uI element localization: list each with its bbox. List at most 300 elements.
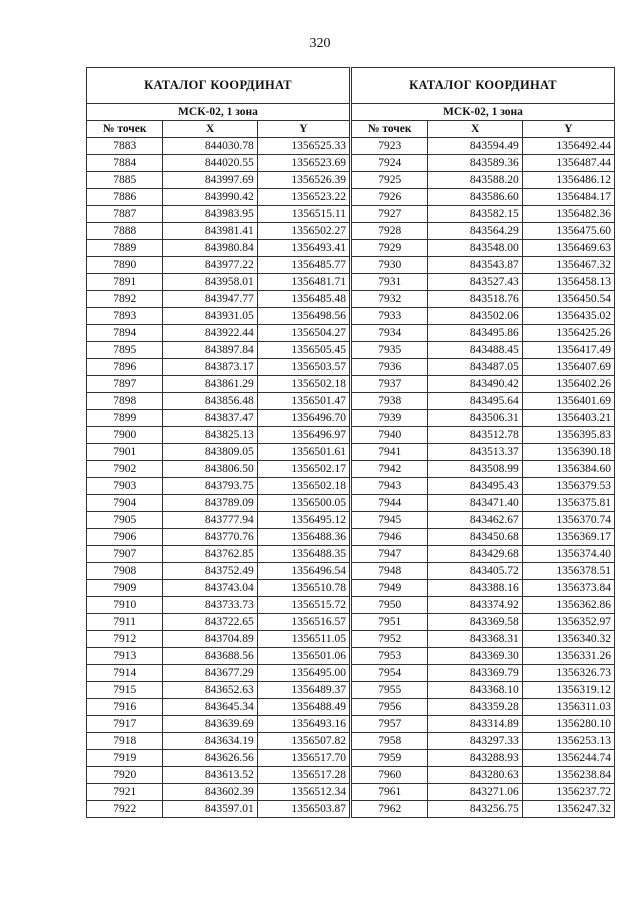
y-coordinate-cell: 1356502.27 (257, 223, 349, 240)
point-number-cell: 7952 (352, 631, 428, 648)
x-coordinate-cell: 843856.48 (163, 393, 257, 410)
y-coordinate-cell: 1356493.41 (257, 240, 349, 257)
x-coordinate-cell: 843374.92 (428, 597, 522, 614)
x-coordinate-cell: 843502.06 (428, 308, 522, 325)
table-row (87, 461, 350, 478)
y-coordinate-cell: 1356253.13 (522, 733, 614, 750)
y-coordinate-cell: 1356516.57 (257, 614, 349, 631)
table-row (352, 274, 615, 291)
y-coordinate-cell: 1356523.69 (257, 155, 349, 172)
y-coordinate-cell: 1356512.34 (257, 784, 349, 801)
x-coordinate-cell: 843743.04 (163, 580, 257, 597)
point-number-cell: 7928 (352, 223, 428, 240)
y-coordinate-cell: 1356482.36 (522, 206, 614, 223)
x-coordinate-cell: 843487.05 (428, 359, 522, 376)
y-coordinate-cell: 1356481.71 (257, 274, 349, 291)
y-coordinate-cell: 1356495.12 (257, 512, 349, 529)
y-coordinate-cell: 1356407.69 (522, 359, 614, 376)
table-row (352, 631, 615, 648)
table-row (352, 750, 615, 767)
y-coordinate-cell: 1356425.26 (522, 325, 614, 342)
table-header-row (352, 121, 615, 138)
table-row (87, 563, 350, 580)
table-row (352, 801, 615, 818)
y-coordinate-cell: 1356326.73 (522, 665, 614, 682)
header-y: Y (522, 121, 614, 138)
point-number-cell: 7910 (87, 597, 163, 614)
point-number-cell: 7932 (352, 291, 428, 308)
table-row (87, 257, 350, 274)
x-coordinate-cell: 843806.50 (163, 461, 257, 478)
x-coordinate-cell: 843639.69 (163, 716, 257, 733)
catalog-title: КАТАЛОГ КООРДИНАТ (87, 68, 350, 104)
y-coordinate-cell: 1356504.27 (257, 325, 349, 342)
y-coordinate-cell: 1356486.12 (522, 172, 614, 189)
table-row (87, 240, 350, 257)
y-coordinate-cell: 1356515.11 (257, 206, 349, 223)
point-number-cell: 7895 (87, 342, 163, 359)
table-row (352, 393, 615, 410)
y-coordinate-cell: 1356488.36 (257, 529, 349, 546)
y-coordinate-cell: 1356247.32 (522, 801, 614, 818)
y-coordinate-cell: 1356378.51 (522, 563, 614, 580)
x-coordinate-cell: 843369.58 (428, 614, 522, 631)
x-coordinate-cell: 843490.42 (428, 376, 522, 393)
point-number-cell: 7890 (87, 257, 163, 274)
y-coordinate-cell: 1356484.17 (522, 189, 614, 206)
table-row (87, 274, 350, 291)
x-coordinate-cell: 843280.63 (428, 767, 522, 784)
table-row (352, 733, 615, 750)
point-number-cell: 7891 (87, 274, 163, 291)
table-row (352, 172, 615, 189)
table-row (352, 682, 615, 699)
catalog-title-row (87, 68, 350, 104)
x-coordinate-cell: 843297.33 (428, 733, 522, 750)
x-coordinate-cell: 843582.15 (428, 206, 522, 223)
y-coordinate-cell: 1356402.26 (522, 376, 614, 393)
y-coordinate-cell: 1356238.84 (522, 767, 614, 784)
y-coordinate-cell: 1356384.60 (522, 461, 614, 478)
point-number-cell: 7893 (87, 308, 163, 325)
point-number-cell: 7955 (352, 682, 428, 699)
y-coordinate-cell: 1356417.49 (522, 342, 614, 359)
x-coordinate-cell: 843543.87 (428, 257, 522, 274)
y-coordinate-cell: 1356401.69 (522, 393, 614, 410)
x-coordinate-cell: 843873.17 (163, 359, 257, 376)
x-coordinate-cell: 843594.49 (428, 138, 522, 155)
x-coordinate-cell: 844020.55 (163, 155, 257, 172)
point-number-cell: 7919 (87, 750, 163, 767)
y-coordinate-cell: 1356331.26 (522, 648, 614, 665)
coordinate-table (351, 67, 615, 818)
x-coordinate-cell: 843495.43 (428, 478, 522, 495)
point-number-cell: 7884 (87, 155, 163, 172)
x-coordinate-cell: 843809.05 (163, 444, 257, 461)
table-row (87, 478, 350, 495)
table-row (87, 359, 350, 376)
point-number-cell: 7926 (352, 189, 428, 206)
table-row (352, 291, 615, 308)
y-coordinate-cell: 1356395.83 (522, 427, 614, 444)
y-coordinate-cell: 1356403.21 (522, 410, 614, 427)
x-coordinate-cell: 843359.28 (428, 699, 522, 716)
catalog-title: КАТАЛОГ КООРДИНАТ (352, 68, 615, 104)
point-number-cell: 7948 (352, 563, 428, 580)
x-coordinate-cell: 843626.56 (163, 750, 257, 767)
x-coordinate-cell: 843369.79 (428, 665, 522, 682)
catalog-zone: МСК-02, 1 зона (87, 104, 350, 121)
coordinate-catalog-right (351, 67, 615, 818)
point-number-cell: 7923 (352, 138, 428, 155)
point-number-cell: 7898 (87, 393, 163, 410)
point-number-cell: 7903 (87, 478, 163, 495)
table-row (87, 444, 350, 461)
x-coordinate-cell: 843947.77 (163, 291, 257, 308)
table-row (352, 342, 615, 359)
y-coordinate-cell: 1356369.17 (522, 529, 614, 546)
point-number-cell: 7908 (87, 563, 163, 580)
x-coordinate-cell: 843527.43 (428, 274, 522, 291)
x-coordinate-cell: 843861.29 (163, 376, 257, 393)
table-row (87, 308, 350, 325)
table-row (87, 699, 350, 716)
y-coordinate-cell: 1356503.87 (257, 801, 349, 818)
table-row (87, 325, 350, 342)
point-number-cell: 7950 (352, 597, 428, 614)
y-coordinate-cell: 1356501.06 (257, 648, 349, 665)
x-coordinate-cell: 843789.09 (163, 495, 257, 512)
y-coordinate-cell: 1356496.97 (257, 427, 349, 444)
point-number-cell: 7953 (352, 648, 428, 665)
y-coordinate-cell: 1356498.56 (257, 308, 349, 325)
x-coordinate-cell: 843958.01 (163, 274, 257, 291)
x-coordinate-cell: 843733.73 (163, 597, 257, 614)
y-coordinate-cell: 1356390.18 (522, 444, 614, 461)
x-coordinate-cell: 843368.31 (428, 631, 522, 648)
point-number-cell: 7938 (352, 393, 428, 410)
point-number-cell: 7914 (87, 665, 163, 682)
y-coordinate-cell: 1356370.74 (522, 512, 614, 529)
point-number-cell: 7958 (352, 733, 428, 750)
point-number-cell: 7917 (87, 716, 163, 733)
y-coordinate-cell: 1356458.13 (522, 274, 614, 291)
point-number-cell: 7961 (352, 784, 428, 801)
x-coordinate-cell: 843722.65 (163, 614, 257, 631)
x-coordinate-cell: 844030.78 (163, 138, 257, 155)
page-number: 320 (309, 36, 331, 51)
point-number-cell: 7949 (352, 580, 428, 597)
y-coordinate-cell: 1356517.70 (257, 750, 349, 767)
point-number-cell: 7912 (87, 631, 163, 648)
y-coordinate-cell: 1356501.61 (257, 444, 349, 461)
point-number-cell: 7907 (87, 546, 163, 563)
x-coordinate-cell: 843564.29 (428, 223, 522, 240)
table-row (352, 563, 615, 580)
table-row (352, 784, 615, 801)
point-number-cell: 7944 (352, 495, 428, 512)
x-coordinate-cell: 843602.39 (163, 784, 257, 801)
point-number-cell: 7927 (352, 206, 428, 223)
x-coordinate-cell: 843471.40 (428, 495, 522, 512)
table-row (352, 240, 615, 257)
x-coordinate-cell: 843997.69 (163, 172, 257, 189)
table-row (87, 801, 350, 818)
x-coordinate-cell: 843288.93 (428, 750, 522, 767)
x-coordinate-cell: 843922.44 (163, 325, 257, 342)
header-x: X (428, 121, 522, 138)
catalog-zone-row (352, 104, 615, 121)
table-row (352, 359, 615, 376)
table-row (87, 393, 350, 410)
table-row (352, 529, 615, 546)
y-coordinate-cell: 1356319.12 (522, 682, 614, 699)
x-coordinate-cell: 843825.13 (163, 427, 257, 444)
point-number-cell: 7920 (87, 767, 163, 784)
y-coordinate-cell: 1356511.05 (257, 631, 349, 648)
table-row (352, 189, 615, 206)
table-row (87, 529, 350, 546)
point-number-cell: 7957 (352, 716, 428, 733)
table-row (87, 767, 350, 784)
y-coordinate-cell: 1356502.18 (257, 478, 349, 495)
y-coordinate-cell: 1356517.28 (257, 767, 349, 784)
point-number-cell: 7937 (352, 376, 428, 393)
x-coordinate-cell: 843897.84 (163, 342, 257, 359)
point-number-cell: 7909 (87, 580, 163, 597)
point-number-cell: 7906 (87, 529, 163, 546)
table-row (87, 189, 350, 206)
table-row (352, 461, 615, 478)
y-coordinate-cell: 1356450.54 (522, 291, 614, 308)
x-coordinate-cell: 843597.01 (163, 801, 257, 818)
x-coordinate-cell: 843931.05 (163, 308, 257, 325)
table-row (87, 546, 350, 563)
header-point-number: № точек (352, 121, 428, 138)
x-coordinate-cell: 843652.63 (163, 682, 257, 699)
x-coordinate-cell: 843983.95 (163, 206, 257, 223)
x-coordinate-cell: 843980.84 (163, 240, 257, 257)
y-coordinate-cell: 1356485.48 (257, 291, 349, 308)
point-number-cell: 7921 (87, 784, 163, 801)
table-row (87, 427, 350, 444)
table-row (87, 665, 350, 682)
y-coordinate-cell: 1356500.05 (257, 495, 349, 512)
point-number-cell: 7896 (87, 359, 163, 376)
y-coordinate-cell: 1356374.40 (522, 546, 614, 563)
y-coordinate-cell: 1356379.53 (522, 478, 614, 495)
x-coordinate-cell: 843256.75 (428, 801, 522, 818)
table-row (87, 410, 350, 427)
y-coordinate-cell: 1356237.72 (522, 784, 614, 801)
point-number-cell: 7913 (87, 648, 163, 665)
table-row (352, 478, 615, 495)
point-number-cell: 7916 (87, 699, 163, 716)
point-number-cell: 7885 (87, 172, 163, 189)
catalog-zone-row (87, 104, 350, 121)
y-coordinate-cell: 1356496.54 (257, 563, 349, 580)
coordinate-catalog-left (86, 67, 350, 818)
point-number-cell: 7892 (87, 291, 163, 308)
x-coordinate-cell: 843495.64 (428, 393, 522, 410)
point-number-cell: 7941 (352, 444, 428, 461)
table-row (87, 376, 350, 393)
point-number-cell: 7943 (352, 478, 428, 495)
x-coordinate-cell: 843677.29 (163, 665, 257, 682)
point-number-cell: 7894 (87, 325, 163, 342)
y-coordinate-cell: 1356488.35 (257, 546, 349, 563)
point-number-cell: 7899 (87, 410, 163, 427)
point-number-cell: 7960 (352, 767, 428, 784)
header-point-number: № точек (87, 121, 163, 138)
y-coordinate-cell: 1356502.18 (257, 376, 349, 393)
point-number-cell: 7902 (87, 461, 163, 478)
table-row (352, 648, 615, 665)
point-number-cell: 7925 (352, 172, 428, 189)
x-coordinate-cell: 843495.86 (428, 325, 522, 342)
table-row (352, 410, 615, 427)
y-coordinate-cell: 1356496.70 (257, 410, 349, 427)
table-row (87, 614, 350, 631)
table-row (352, 427, 615, 444)
x-coordinate-cell: 843777.94 (163, 512, 257, 529)
x-coordinate-cell: 843548.00 (428, 240, 522, 257)
table-row (87, 631, 350, 648)
y-coordinate-cell: 1356340.32 (522, 631, 614, 648)
point-number-cell: 7900 (87, 427, 163, 444)
table-row (87, 716, 350, 733)
header-y: Y (257, 121, 349, 138)
point-number-cell: 7897 (87, 376, 163, 393)
y-coordinate-cell: 1356493.16 (257, 716, 349, 733)
table-row (87, 291, 350, 308)
point-number-cell: 7904 (87, 495, 163, 512)
x-coordinate-cell: 843429.68 (428, 546, 522, 563)
point-number-cell: 7934 (352, 325, 428, 342)
table-row (87, 580, 350, 597)
point-number-cell: 7954 (352, 665, 428, 682)
y-coordinate-cell: 1356373.84 (522, 580, 614, 597)
x-coordinate-cell: 843645.34 (163, 699, 257, 716)
point-number-cell: 7936 (352, 359, 428, 376)
y-coordinate-cell: 1356469.63 (522, 240, 614, 257)
table-row (352, 138, 615, 155)
table-row (352, 546, 615, 563)
y-coordinate-cell: 1356485.77 (257, 257, 349, 274)
y-coordinate-cell: 1356501.47 (257, 393, 349, 410)
y-coordinate-cell: 1356505.45 (257, 342, 349, 359)
table-row (352, 495, 615, 512)
header-x: X (163, 121, 257, 138)
table-row (352, 376, 615, 393)
point-number-cell: 7901 (87, 444, 163, 461)
point-number-cell: 7929 (352, 240, 428, 257)
table-body (352, 138, 615, 818)
x-coordinate-cell: 843770.76 (163, 529, 257, 546)
y-coordinate-cell: 1356487.44 (522, 155, 614, 172)
table-row (87, 750, 350, 767)
y-coordinate-cell: 1356244.74 (522, 750, 614, 767)
x-coordinate-cell: 843586.60 (428, 189, 522, 206)
coordinate-table (86, 67, 350, 818)
y-coordinate-cell: 1356503.57 (257, 359, 349, 376)
y-coordinate-cell: 1356280.10 (522, 716, 614, 733)
x-coordinate-cell: 843688.56 (163, 648, 257, 665)
x-coordinate-cell: 843518.76 (428, 291, 522, 308)
table-row (87, 682, 350, 699)
x-coordinate-cell: 843488.45 (428, 342, 522, 359)
x-coordinate-cell: 843704.89 (163, 631, 257, 648)
point-number-cell: 7911 (87, 614, 163, 631)
x-coordinate-cell: 843271.06 (428, 784, 522, 801)
point-number-cell: 7942 (352, 461, 428, 478)
x-coordinate-cell: 843314.89 (428, 716, 522, 733)
table-row (352, 767, 615, 784)
table-row (87, 733, 350, 750)
point-number-cell: 7940 (352, 427, 428, 444)
y-coordinate-cell: 1356362.86 (522, 597, 614, 614)
point-number-cell: 7931 (352, 274, 428, 291)
y-coordinate-cell: 1356352.97 (522, 614, 614, 631)
table-row (87, 648, 350, 665)
y-coordinate-cell: 1356435.02 (522, 308, 614, 325)
x-coordinate-cell: 843588.20 (428, 172, 522, 189)
y-coordinate-cell: 1356515.72 (257, 597, 349, 614)
x-coordinate-cell: 843793.75 (163, 478, 257, 495)
x-coordinate-cell: 843752.49 (163, 563, 257, 580)
y-coordinate-cell: 1356467.32 (522, 257, 614, 274)
point-number-cell: 7933 (352, 308, 428, 325)
point-number-cell: 7888 (87, 223, 163, 240)
table-row (352, 580, 615, 597)
table-row (87, 495, 350, 512)
table-row (352, 325, 615, 342)
table-row (352, 444, 615, 461)
point-number-cell: 7939 (352, 410, 428, 427)
x-coordinate-cell: 843837.47 (163, 410, 257, 427)
table-row (352, 206, 615, 223)
y-coordinate-cell: 1356495.00 (257, 665, 349, 682)
table-row (352, 614, 615, 631)
x-coordinate-cell: 843506.31 (428, 410, 522, 427)
x-coordinate-cell: 843513.37 (428, 444, 522, 461)
point-number-cell: 7962 (352, 801, 428, 818)
x-coordinate-cell: 843388.16 (428, 580, 522, 597)
point-number-cell: 7924 (352, 155, 428, 172)
table-row (87, 172, 350, 189)
table-row (352, 665, 615, 682)
table-row (87, 138, 350, 155)
table-row (352, 257, 615, 274)
y-coordinate-cell: 1356502.17 (257, 461, 349, 478)
y-coordinate-cell: 1356311.03 (522, 699, 614, 716)
table-row (352, 308, 615, 325)
table-row (352, 512, 615, 529)
y-coordinate-cell: 1356375.81 (522, 495, 614, 512)
x-coordinate-cell: 843613.52 (163, 767, 257, 784)
y-coordinate-cell: 1356507.82 (257, 733, 349, 750)
table-row (87, 597, 350, 614)
catalog-title-row (352, 68, 615, 104)
x-coordinate-cell: 843369.30 (428, 648, 522, 665)
x-coordinate-cell: 843589.36 (428, 155, 522, 172)
x-coordinate-cell: 843508.99 (428, 461, 522, 478)
table-row (352, 716, 615, 733)
point-number-cell: 7947 (352, 546, 428, 563)
x-coordinate-cell: 843990.42 (163, 189, 257, 206)
table-row (87, 223, 350, 240)
x-coordinate-cell: 843977.22 (163, 257, 257, 274)
